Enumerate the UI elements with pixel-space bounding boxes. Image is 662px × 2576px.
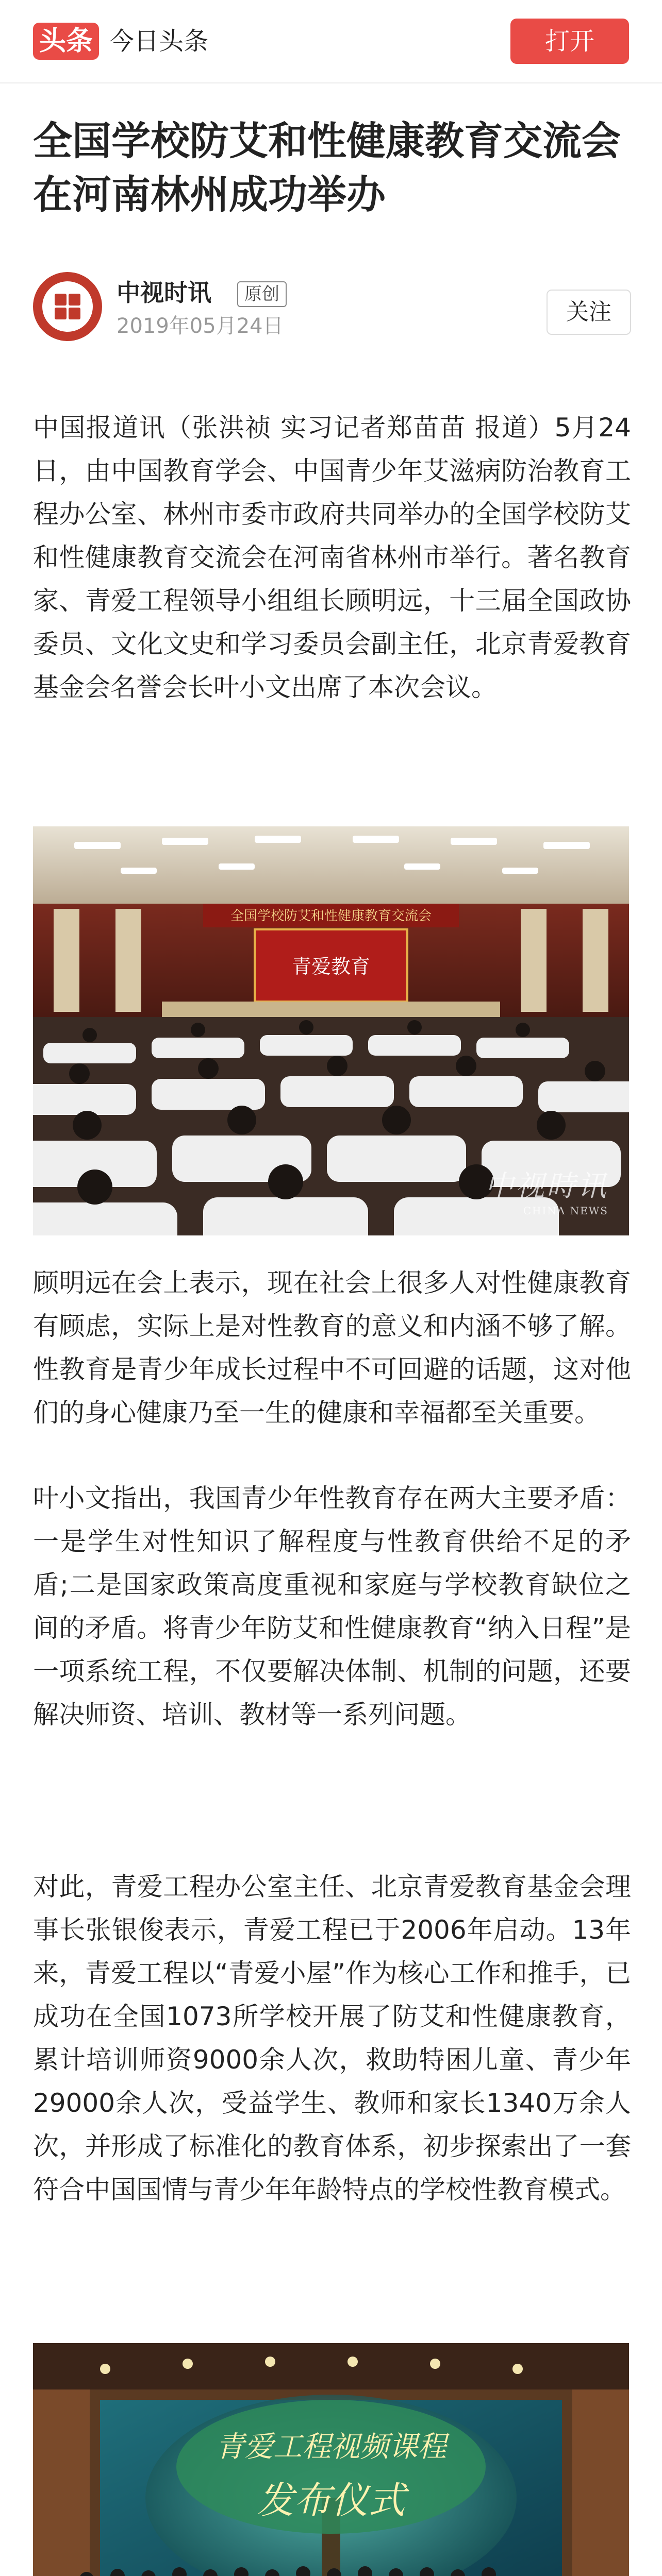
meeting-hall-photo — [33, 826, 629, 1235]
meeting-banner-text: 全国学校防艾和性健康教育交流会 — [230, 908, 432, 924]
original-badge: 原创 — [237, 281, 287, 307]
article-paragraph: 中国报道讯（张洪祯 实习记者郑苗苗 报道）5月24日，由中国教育学会、中国青少年艾滋病防治教育工程办公室、林州市委市政府共同举办的全国学校防艾和性健康教育交流会在河南省林州市举行。著名教育家、青爱工程领导小组组长顾明远，十三届全国政协委员、文化文史和学习委员会副主任，北京青爱教育基金会名誉会长叶小文出席了本次会议。 — [33, 413, 631, 702]
avatar-logo-icon — [42, 281, 93, 332]
article-paragraph: 叶小文指出，我国青少年性教育存在两大主要矛盾：一是学生对性知识了解程度与性教育供给不足的矛盾;二是国家政策高度重视和家庭与学校教育缺位之间的矛盾。将青少年防艾和性健康教育“纳入日程”是一项系统工程，不仅要解决体制、机制的问题，还要解决师资、培训、教材等一系列问题。 — [33, 1483, 631, 1730]
article-paragraph: 顾明远在会上表示，现在社会上很多人对性健康教育有顾虑，实际上是对性教育的意义和内涵不够了解。性教育是青少年成长过程中不可回避的话题，这对他们的身心健康乃至一生的健康和幸福都至关重要。 — [33, 1268, 631, 1428]
brand-name: 今日头条 — [109, 27, 209, 56]
article-title: 全国学校防艾和性健康教育交流会在河南林州成功举办 — [33, 118, 621, 217]
top-bar — [0, 0, 662, 83]
follow-button[interactable]: 关注 — [547, 290, 631, 335]
open-app-button[interactable]: 打开 — [510, 19, 629, 64]
toutiao-logo[interactable]: 头条 — [33, 23, 99, 60]
publish-date: 2019年05月24日 — [117, 314, 284, 338]
author-name[interactable]: 中视时讯 — [117, 279, 211, 307]
photo-watermark: 中视時讯 CHINA NEWS — [485, 1170, 608, 1217]
meeting-screen-text: 青爱教育 — [291, 955, 371, 978]
article-paragraph: 对此，青爱工程办公室主任、北京青爱教育基金会理事长张银俊表示，青爱工程已于2006年启动。13年来，青爱工程以“青爱小屋”作为核心工作和推手，已成功在全国1073所学校开展了防艾和性健康教育，累计培训师资9000余人次，救助特困儿童、青少年29000余人次，受益学生、教师和家长1340万余人次，并形成了标准化的教育体系，初步探索出了一套符合中国国情与青少年年龄特点的学校性教育模式。 — [33, 1872, 631, 2205]
launch-ceremony-photo — [33, 2343, 629, 2576]
author-avatar[interactable] — [33, 272, 102, 341]
launch-banner-line1: 青爱工程视频课程 — [216, 2430, 446, 2464]
launch-banner-line2: 发布仪式 — [256, 2479, 406, 2522]
